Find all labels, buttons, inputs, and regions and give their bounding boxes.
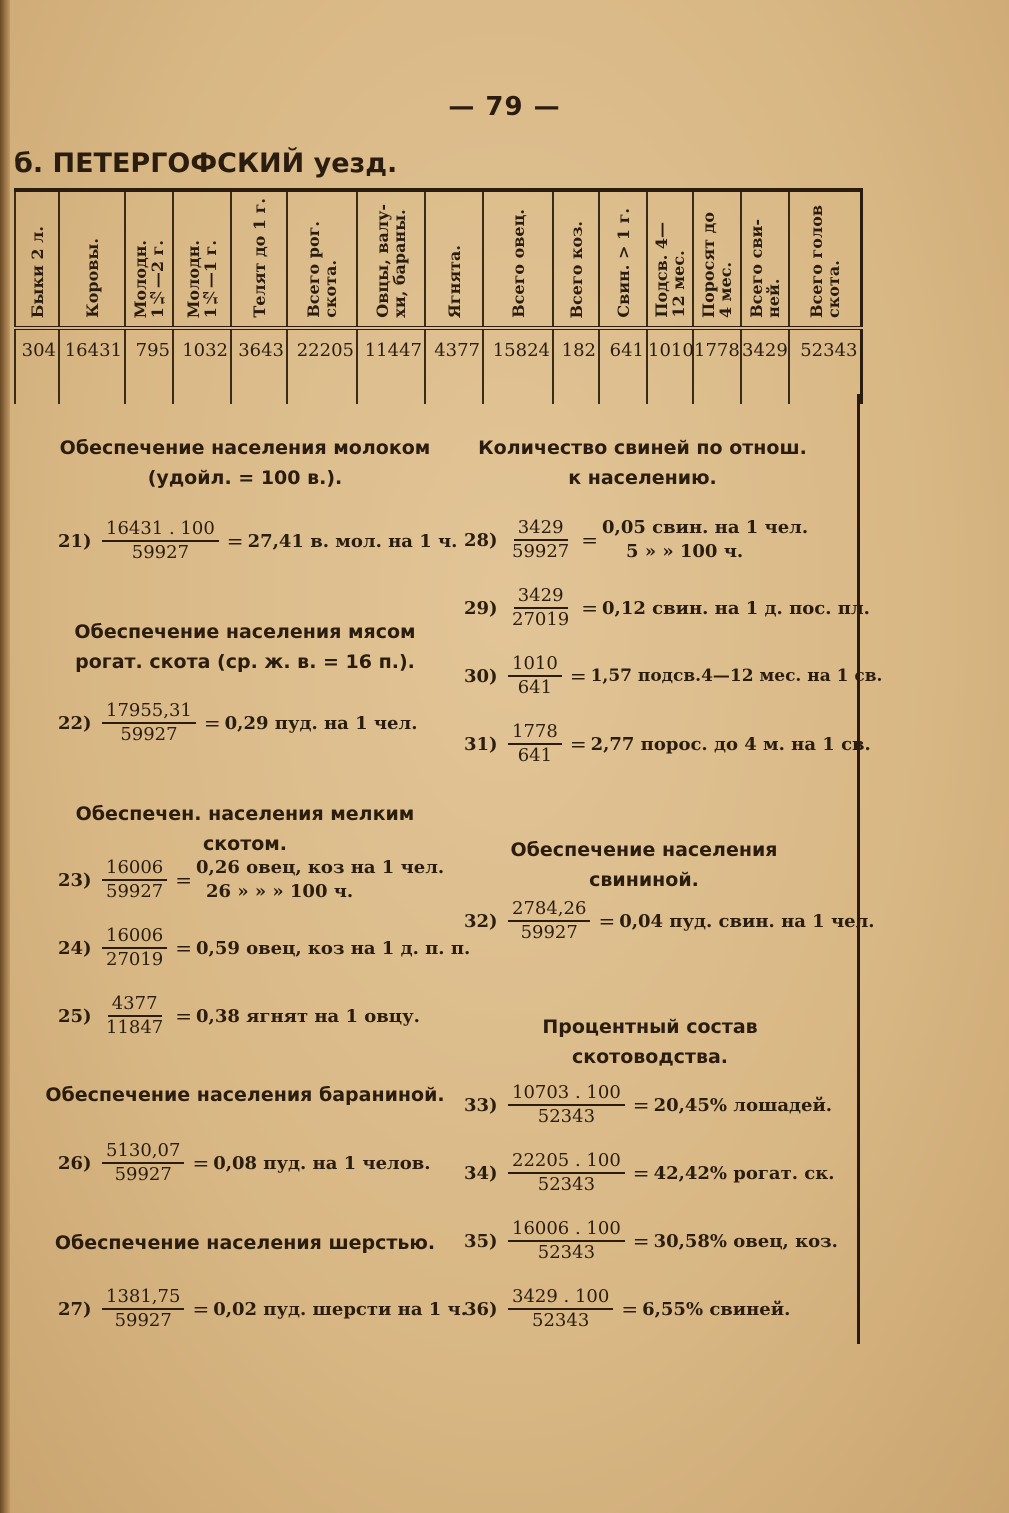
formula-26: 26) $\frac{5130,07}{59927}$ = 0,08 пуд. на 1 челов. xyxy=(58,1140,431,1185)
formula-35: 35) $\frac{16006 . 100}{52343}$ = 30,58% овец, коз. xyxy=(464,1218,838,1263)
column-header: Овцы, валу- хи, бараны. xyxy=(357,190,425,328)
district-heading: б. ПЕТЕРГОФСКИЙ уезд. xyxy=(14,148,398,179)
column-header: Коровы. xyxy=(59,190,125,328)
section-title: Обеспечен. населения мелким скотом. xyxy=(75,803,415,855)
formula-34: 34) $\frac{22205 . 100}{52343}$ = 42,42% рогат. ск. xyxy=(464,1150,835,1195)
formula-22: 22) $\frac{17955,31}{59927}$ = 0,29 пуд. на 1 чел. xyxy=(58,700,418,745)
table-cell: 1032 xyxy=(173,328,231,404)
table-cell: 3643 xyxy=(231,328,287,404)
mutton-section xyxy=(40,1080,450,1110)
table-row xyxy=(15,328,861,404)
formula-23: 23) $\frac{16006}{59927}$ = 0,26 овец, коз на 1 чел. 26 » » » 100 ч. xyxy=(58,857,445,902)
livestock-table-wrap xyxy=(14,188,860,404)
section-title: Количество свиней по отнош. к населению. xyxy=(478,437,807,489)
formula-25: 25) $\frac{4377}{11847}$ = 0,38 ягнят на 1 овцу. xyxy=(58,993,420,1038)
formula-33: 33) $\frac{10703 . 100}{52343}$ = 20,45% лошадей. xyxy=(464,1082,833,1127)
table-cell: 304 xyxy=(15,328,59,404)
pigs-section xyxy=(470,433,815,493)
column-header: Всего сви- ней. xyxy=(741,190,789,328)
small-stock-section xyxy=(40,799,450,859)
formula-24: 24) $\frac{16006}{27019}$ = 0,59 овец, коз на 1 д. п. п. xyxy=(58,925,471,970)
column-header: Поросят до 4 мес. xyxy=(693,190,741,328)
table-cell: 15824 xyxy=(483,328,553,404)
table-cell: 11447 xyxy=(357,328,425,404)
column-header: Свин. > 1 г. xyxy=(599,190,647,328)
table-cell: 1010 xyxy=(647,328,693,404)
section-title: Обеспечение населения мясом рогат. скота (ср. ж. в. = 16 п.). xyxy=(74,621,416,673)
column-header: Ягнята. xyxy=(425,190,483,328)
section-title: Обеспечение населения бараниной. xyxy=(45,1084,445,1106)
column-header: Всего голов скота. xyxy=(789,190,861,328)
column-header: Всего овец. xyxy=(483,190,553,328)
column-header: Всего коз. xyxy=(553,190,599,328)
table-cell: 1778 xyxy=(693,328,741,404)
column-header: Быки 2 л. xyxy=(15,190,59,328)
table-cell: 4377 xyxy=(425,328,483,404)
table-cell: 22205 xyxy=(287,328,357,404)
formula-29: 29) $\frac{3429}{27019}$ = 0,12 свин. на 1 д. пос. пл. xyxy=(464,585,870,630)
formula-21: 21) $\frac{16431 . 100}{59927}$ = 27,41 в. мол. на 1 ч. xyxy=(58,518,458,563)
column-header: Подсв. 4— 12 мес. xyxy=(647,190,693,328)
section-title: Обеспечение населения молоком (удойл. = 100 в.). xyxy=(59,437,431,489)
column-header: Молодн. 1½—2 г. xyxy=(125,190,173,328)
table-cell: 52343 xyxy=(789,328,861,404)
table-cell: 182 xyxy=(553,328,599,404)
formula-36: 36) $\frac{3429 . 100}{52343}$ = 6,55% свиней. xyxy=(464,1286,791,1331)
table-cell: 795 xyxy=(125,328,173,404)
percent-section xyxy=(470,1012,830,1072)
page-number: — 79 — xyxy=(448,92,561,122)
section-title: Процентный состав скотоводства. xyxy=(542,1016,758,1068)
table-cell: 16431 xyxy=(59,328,125,404)
formula-30: 30) $\frac{1010}{641}$ = 1,57 подсв.4—12 мес. на 1 св. xyxy=(464,653,883,698)
column-header: Молодн. 1½—1 г. xyxy=(173,190,231,328)
column-header: Всего рог. скота. xyxy=(287,190,357,328)
table-cell: 641 xyxy=(599,328,647,404)
table-cell: 3429 xyxy=(741,328,789,404)
wool-section xyxy=(40,1228,450,1258)
page-edge xyxy=(0,0,10,1513)
column-header: Телят до 1 г. xyxy=(231,190,287,328)
beef-section xyxy=(40,617,450,677)
section-title: Обеспечение населения шерстью. xyxy=(54,1232,436,1254)
table-header-row xyxy=(15,190,861,328)
formula-32: 32) $\frac{2784,26}{59927}$ = 0,04 пуд. свин. на 1 чел. xyxy=(464,898,875,943)
milk-section xyxy=(40,433,450,493)
right-rule xyxy=(857,394,860,1344)
formula-28: 28) $\frac{3429}{59927}$ = 0,05 свин. на 1 чел. 5 » » 100 ч. xyxy=(464,517,809,562)
formula-31: 31) $\frac{1778}{641}$ = 2,77 порос. до 4 м. на 1 св. xyxy=(464,721,871,766)
pork-section xyxy=(464,835,824,895)
section-title: Обеспечение населения свининой. xyxy=(510,839,778,891)
formula-27: 27) $\frac{1381,75}{59927}$ = 0,02 пуд. шерсти на 1 ч. xyxy=(58,1286,467,1331)
livestock-table xyxy=(14,188,863,404)
